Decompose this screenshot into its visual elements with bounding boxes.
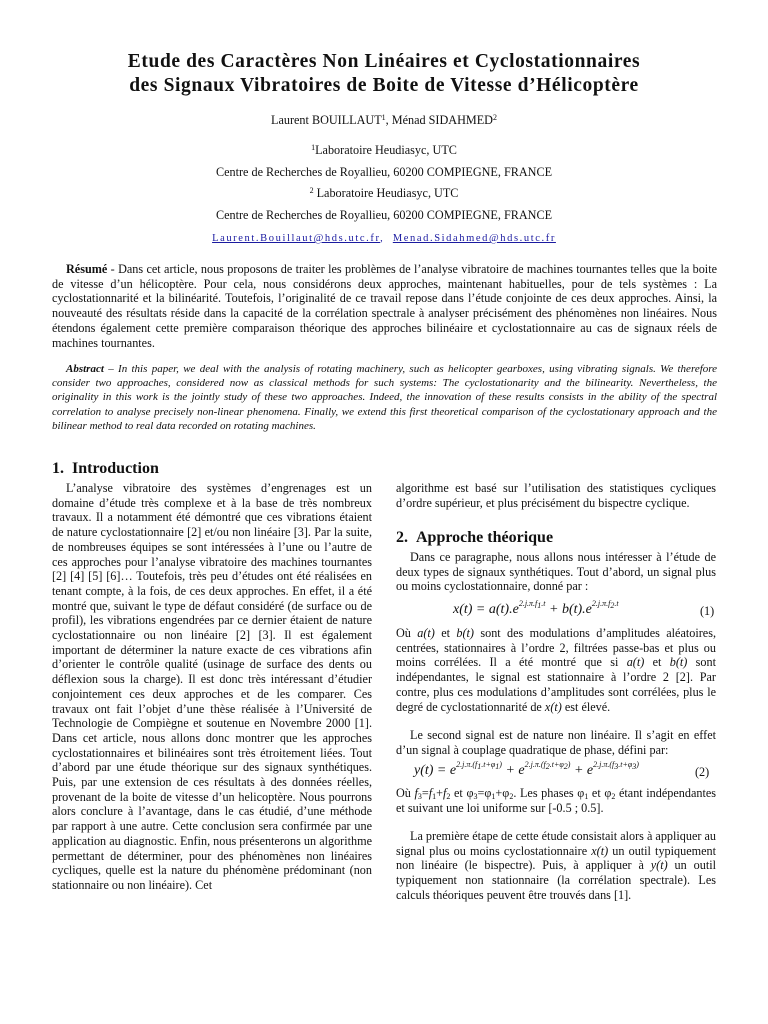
p2-text-c: sont indépendantes, le signal est stationnaire à l’ordre 2 [2]. Par contre, plus ces modulations d’amplitudes sont corrélées, plus le degré de cyclostationnarité de	[396, 655, 716, 714]
title-line-2: des Signaux Vibratoires de Boite de Vitesse d’Hélicoptère	[129, 75, 639, 96]
p4-text-d: et	[588, 786, 605, 800]
section-2-paragraph-3: Le second signal est de nature non linéaire. Il s’agit en effet d’un signal à couplage quadratique de phase, défini par:	[396, 728, 716, 757]
section-2-paragraph-2	[396, 626, 716, 714]
p2-text-a: Où	[396, 626, 418, 640]
p4-text-c: . Les phases	[513, 786, 578, 800]
email-link-1[interactable]: Laurent.Bouillaut@hds.utc.fr	[212, 233, 381, 244]
paper-title	[40, 50, 728, 98]
author-1-affiliation: 1	[381, 113, 386, 122]
resume-text: Dans cet article, nous proposons de traiter les problèmes de l’analyse vibratoire de machines tournantes telles que la boite de vitesse d’un hélicoptère. Pour cela, nous considérons deux approches, maintenant habituelles, pour de tels systèmes : La cyclostationnarité et la bilinéarité. Toutefois, l’originalité de ce travail repose dans l’étude conjointe de ces deux approches. Ainsi, la nouveauté des résultats réside dans la capacité de la corrélation spectrale à analyser précisément des phénomènes non linéaires. Nous étendons également cette première comparaison théorique des approches bilinéaire et cyclostationnaire au cas de signaux réels de machines tournantes.	[52, 262, 717, 350]
author-1: Laurent BOUILLAUT	[271, 113, 382, 127]
section-2-paragraph-5	[396, 829, 716, 903]
affiliation-2-lab	[60, 186, 708, 201]
section-2-title: Approche théorique	[416, 529, 554, 546]
intro-continuation: algorithme est basé sur l’utilisation des statistiques cycliques d’ordre supérieur, et plus précisément du bispectre cyclique.	[396, 481, 716, 510]
section-2-p4-block	[396, 786, 716, 815]
section-1-number: 1.	[52, 460, 64, 477]
p5-text-b: un outil typiquement non linéaire (le bispectre). Puis, à appliquer à	[396, 843, 716, 873]
section-2-heading	[396, 528, 553, 548]
section-2-p5-block	[396, 829, 716, 903]
section-2-p2-block	[396, 626, 716, 714]
affiliation-2-sup: 2	[309, 186, 314, 195]
p2-text-b: sont des modulations d’amplitudes aléatoires, centrées, stationnaires à l’ordre 2, filtrées passe-bas et plus ou moins corrélées. Il a été montré que si	[396, 626, 716, 670]
resume-paragraph	[52, 262, 717, 350]
p2-var-x: x(t)	[544, 699, 562, 714]
authors-line	[60, 113, 708, 128]
emails-line	[60, 231, 708, 246]
p4-text-b: et	[450, 786, 467, 800]
abstract-paragraph	[52, 362, 717, 433]
affiliation-2-address: Centre de Recherches de Royallieu, 60200 COMPIEGNE, FRANCE	[215, 208, 553, 222]
resume-label: Résumé	[66, 262, 108, 276]
p5-var-x: x(t)	[591, 843, 609, 858]
p2-text-and: et	[434, 626, 457, 640]
p5-var-y: y(t)	[650, 858, 668, 873]
author-separator: ,	[385, 113, 392, 127]
left-column	[52, 481, 372, 893]
equation-2-number: (2)	[695, 765, 710, 779]
p5-text-c: un outil typiquement non stationnaire (la corrélation spectrale). Les calculs théoriques peuvent être trouvés dans [1].	[396, 858, 716, 902]
p2-var-b: b(t)	[456, 626, 474, 640]
affiliation-1-sup: 1	[311, 143, 316, 152]
p4-text-e: étant indépendantes et suivant une loi uniforme sur [-0.5 ; 0.5].	[396, 786, 716, 815]
abstract-label: Abstract	[66, 363, 104, 375]
affiliation-1-lab	[60, 143, 708, 158]
p2-text-and-2: et	[644, 655, 670, 670]
equation-2: $y(t) = e^{2.j.\pi.(f_1.t+\varphi_1)} + e^{2.j.\pi.(f_2.t+\varphi_2)} + e^{2.j.\pi.(f_3.t+\varphi_3)}$	[414, 760, 639, 778]
section-1-heading	[52, 459, 159, 479]
p2-text-d: est élevé.	[561, 699, 611, 714]
section-2-p3-block	[396, 728, 716, 757]
affiliation-1-address: Centre de Recherches de Royallieu, 60200 COMPIEGNE, FRANCE	[215, 165, 553, 179]
affiliation-1-name: Laboratoire Heudiasyc, UTC	[315, 143, 457, 157]
title-line-1: Etude des Caractères Non Linéaires et Cyclostationnaires	[127, 51, 641, 72]
p2-var-a: a(t)	[417, 626, 435, 640]
section-2-paragraph-4: Où $f_3=f_1+f_2$ et $\varphi_3=\varphi_1+\varphi_2$. Les phases $\varphi_1$ et $\varphi_2$ étant indépendantes et suivant une loi uniforme sur [-0.5 ; 0.5].	[396, 786, 716, 815]
p2-var-a-2: a(t)	[626, 655, 645, 670]
section-2-number: 2.	[396, 529, 408, 546]
equation-1-number: (1)	[700, 604, 715, 618]
section-2-paragraph-1: Dans ce paragraphe, nous allons nous intéresser à l’étude de deux types de signaux synthétiques. Tout d’abord, un signal plus ou moins cyclostationnaire, donné par :	[396, 550, 716, 594]
author-2: Ménad SIDAHMED	[391, 113, 493, 127]
email-link-2[interactable]: Menad.Sidahmed@hds.utc.fr	[392, 233, 556, 244]
abstract-text: In this paper, we deal with the analysis of rotating machinery, such as helicopter gearboxes, using vibrating signals. We therefore consider two approaches, considered now as classical methods for such systems: The cyclostationarity and the bilinearity. Nevertheless, the originality in this work is the jointly study of these two approaches. Indeed, the innovation of these results consists in the ability of the spectral correlation to analyse precisely non-linear phenomena. Finally, we extend this first theoretical comparison of the cyclostationary approach and the bilinear method to real data recorded on rotating machines.	[52, 363, 718, 432]
section-1-title: Introduction	[72, 460, 159, 477]
intro-paragraph: L’analyse vibratoire des systèmes d’engrenages est un domaine d’étude très complexe et à la base de très nombreux travaux. Il a notamment été démontré que ces vibrations étaient de nature cyclostationnaire [2] et/ou non linéaire [3]. Par la suite, de nombreuses équipes se sont intéressées à l’une ou l’autre de ces approches pour l’analyse vibratoire des machines tournantes [2] [4] [5] [6]… Toutefois, très peu d’études ont été réalisées en tenant compte, à la fois, de ces deux approches. En effet, il a été montré que, suivant le type de défaut considéré (de surface ou de profil), les vibrations engendrées par ce dernier étaient de nature cyclostationnaire ou non linéaire [2] [3]. Il est également important de déterminer la nature exacte de ces vibrations afin d’orienter le contrôle qualité (usinage de surface des dents ou déflexion sous la charge). Il est donc très intéressant d’étudier conjointement ces deux approches et de les comparer. Ces travaux ont fait l’objet d’une thèse réalisée à l’Université de Technologie de Compiègne et soutenue en Novembre 2000 [1]. Dans cet article, nous allons donc montrer que les approches cyclostationnaires et bilinéaires sont très étroitement liées. Tout d’abord par une étude théorique sur des signaux synthétiques. Puis, par une extension de ces résultats à des données réelles, provenant de la boite de vitesse d’un helicoptère. Nous pourrons alors conclure à l’avantage, dans le cas étudié, d’une méthode par rapport à une autre. Cette conclusion sera confirmée par une application au diagnostic. Enfin, nous présenterons un algorithme permettant de déterminer, pour des phénomènes non linéaires cycliques, quelle est la nature du phénomène prédominant (non stationnaire ou non linéaire). Cet	[52, 481, 372, 892]
resume-dash: -	[107, 262, 119, 276]
equation-1: $x(t) = a(t).e^{2.j.\pi.f_1.t} + b(t).e^{2.j.\pi.f_2.t}$	[453, 599, 619, 617]
abstract-dash: –	[103, 363, 119, 375]
right-column	[396, 481, 716, 510]
p2-var-b-2: b(t)	[669, 655, 688, 670]
section-2-p1-block	[396, 550, 716, 594]
p4-text-a: Où	[396, 786, 415, 800]
author-2-affiliation: 2	[492, 113, 497, 122]
email-separator: ,	[380, 233, 385, 244]
affiliation-2-name: Laboratoire Heudiasyc, UTC	[313, 186, 459, 200]
p5-text-a: La première étape de cette étude consistait alors à appliquer au signal plus ou moins cyclostationnaire	[396, 829, 716, 858]
